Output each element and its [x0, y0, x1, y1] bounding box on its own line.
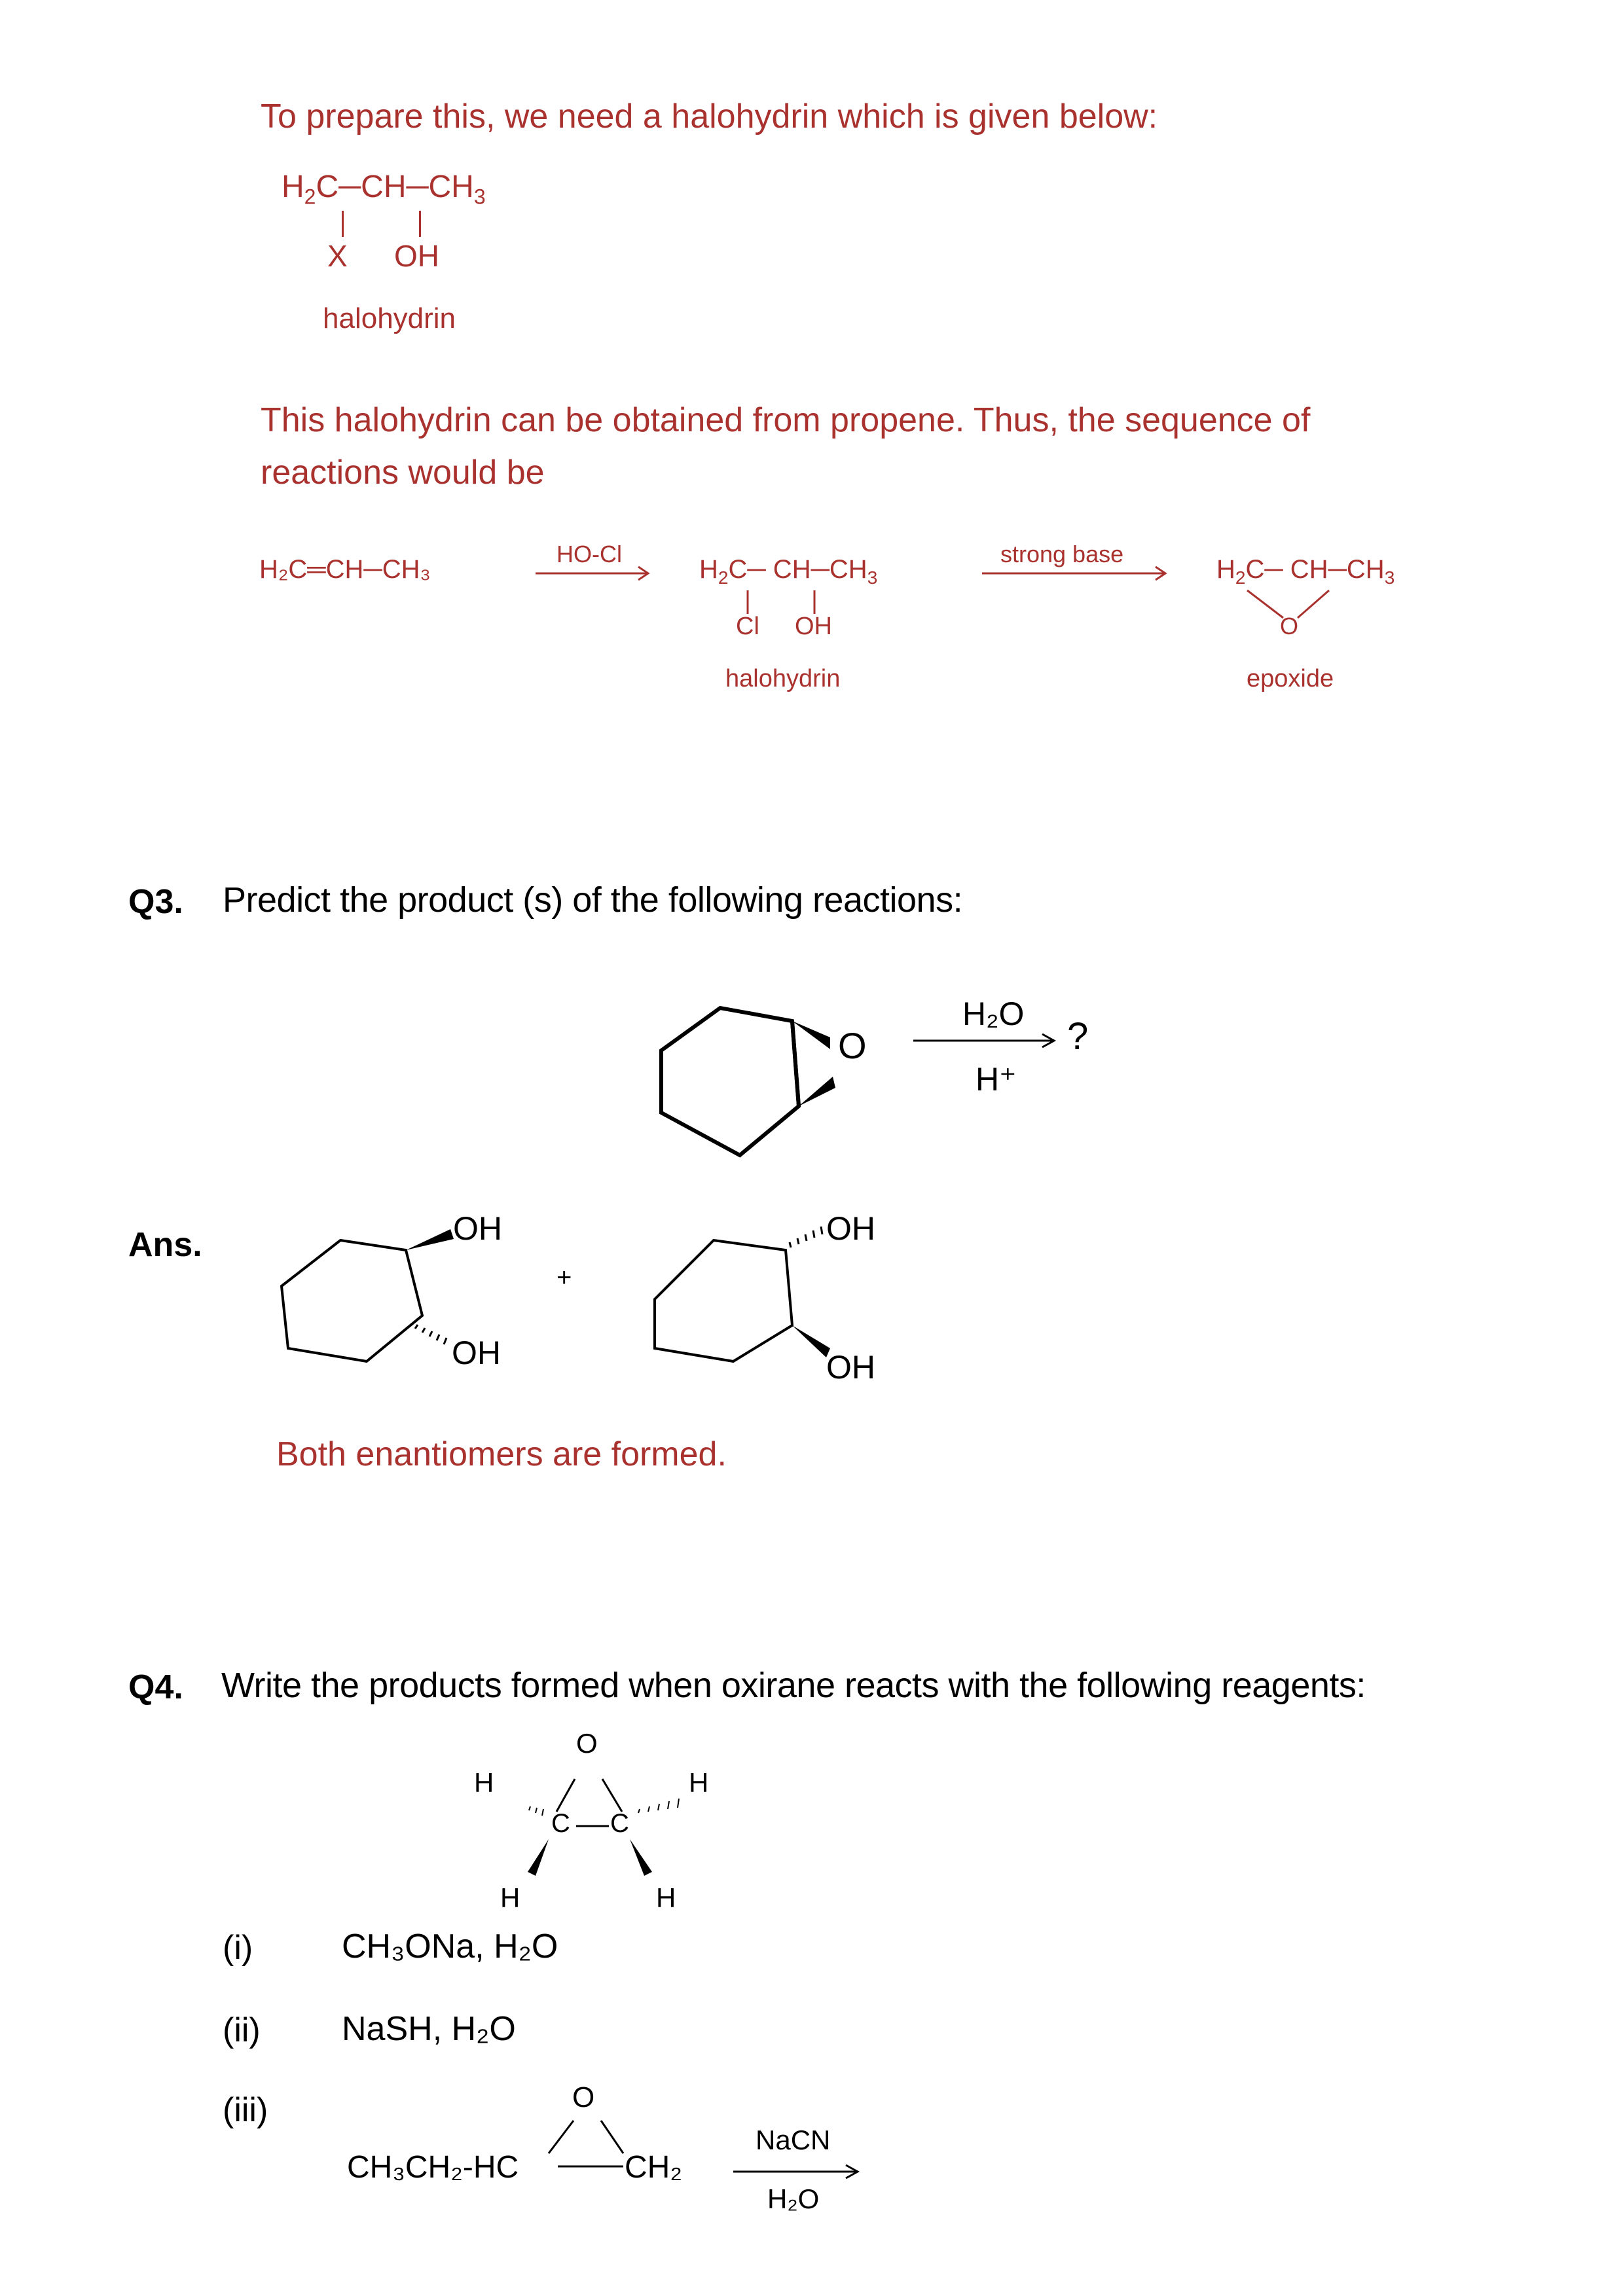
epoxide-oxygen: O [1280, 613, 1299, 639]
product1-oh-bottom: OH [452, 1335, 501, 1371]
plus-sign: + [556, 1263, 572, 1292]
halohydrin-oh: OH [795, 613, 832, 640]
oxirane-h-left: H [474, 1767, 494, 1798]
product2-oh-top: OH [826, 1210, 875, 1247]
subscript: 2 [304, 185, 316, 209]
q3-number: Q3. [128, 883, 183, 921]
halohydrin-cl: Cl [736, 613, 759, 640]
q3-reagent-acid: H⁺ [976, 1061, 1017, 1098]
product2-oh-bottom: OH [826, 1349, 875, 1386]
oxirane-h-right: H [689, 1767, 709, 1798]
q3-reagent-water: H₂O [962, 996, 1025, 1032]
item-iii-number: (iii) [223, 2091, 268, 2129]
item-iii-reagent-bottom: H₂O [767, 2183, 820, 2214]
answer-label: Ans. [128, 1226, 202, 1264]
group-ch3: CH [428, 170, 474, 204]
item-iii-reagent-top: NaCN [756, 2125, 831, 2155]
oxirane-oxygen: O [576, 1728, 598, 1759]
intro-sentence: To prepare this, we need a halohydrin which is given below: [261, 98, 1158, 135]
propene-formula: H₂C═CH─CH₃ [259, 555, 431, 584]
item-iii-right-group: CH₂ [625, 2150, 682, 2185]
item-i-text: CH₃ONa, H₂O [342, 1928, 558, 1965]
q3-question-mark: ? [1067, 1015, 1089, 1058]
reagent-strong-base: strong base [1000, 541, 1124, 567]
enantiomer-note: Both enantiomers are formed. [276, 1435, 727, 1473]
substituent-oh: OH [394, 239, 439, 273]
reagent-hocl: HO-Cl [556, 541, 622, 567]
oxirane-h-bottom-left: H [500, 1882, 520, 1913]
q4-text: Write the products formed when oxirane reacts with the following reagents: [221, 1666, 1366, 1705]
item-iii-oxygen: O [572, 2081, 595, 2113]
item-ii-number: (ii) [223, 2011, 261, 2049]
item-i-number: (i) [223, 1929, 253, 1967]
atom-c: C [316, 170, 339, 204]
group-ch: CH [361, 170, 407, 204]
oxirane-c-left: C [551, 1809, 570, 1838]
subscript: 3 [473, 185, 486, 209]
epoxide-label: epoxide [1247, 665, 1334, 692]
halohydrin-scheme-label: halohydrin [725, 665, 841, 692]
paragraph-line1: This halohydrin can be obtained from propene. Thus, the sequence of [261, 401, 1311, 439]
bond: ─ [338, 170, 361, 204]
item-ii-text: NaSH, H₂O [342, 2010, 516, 2048]
q3-ring-oxygen: O [838, 1025, 867, 1066]
product1-oh-top: OH [453, 1210, 502, 1247]
oxirane-c-right: C [610, 1809, 629, 1838]
halohydrin-formula: $H_2C─$ $CH─CH_3$ [699, 555, 878, 588]
item-iii-left-group: CH₃CH₂-HC [347, 2150, 519, 2185]
substituent-x: X [327, 239, 348, 273]
oxirane-h-bottom-right: H [656, 1882, 676, 1913]
q3-text: Predict the product (s) of the following reactions: [223, 880, 963, 920]
q4-number: Q4. [128, 1668, 183, 1706]
atom-h: H [282, 170, 304, 204]
epoxide-formula: $H_2C─$ $CH─CH_3$ [1216, 555, 1395, 588]
halohydrin-label: halohydrin [323, 302, 456, 334]
bond: ─ [406, 170, 429, 204]
paragraph-line2: reactions would be [261, 454, 545, 492]
